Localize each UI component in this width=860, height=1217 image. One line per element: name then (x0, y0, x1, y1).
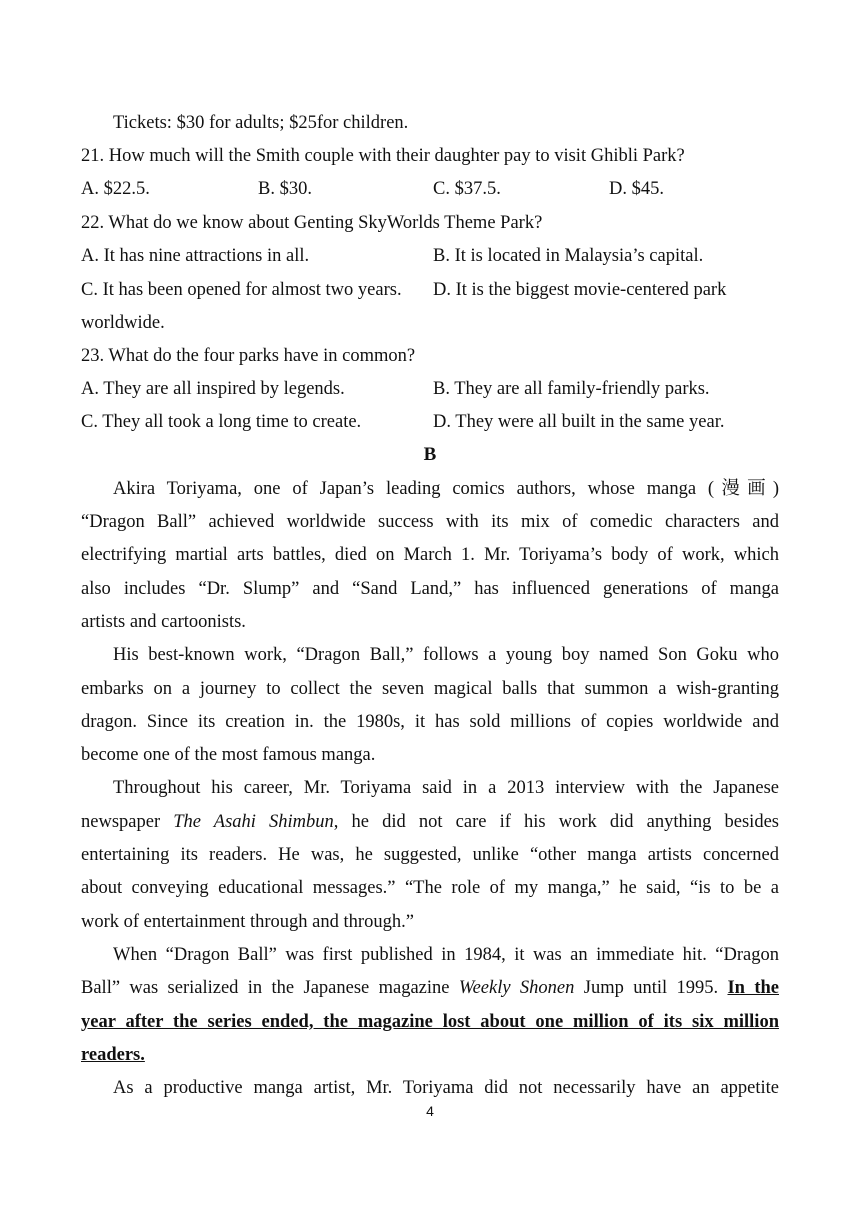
newspaper-title: The Asahi Shimbun (173, 812, 334, 832)
underlined-sentence: readers. (81, 1045, 145, 1065)
option-d: D. They were all built in the same year. (433, 412, 725, 432)
option-b: B. $30. (258, 179, 312, 199)
option-a: A. $22.5. (81, 179, 150, 199)
option-d: D. $45. (609, 179, 664, 199)
text-segment: , he did not care if his work did anything besides (333, 812, 779, 832)
paragraph-line: artists and cartoonists. (81, 612, 246, 632)
paragraph-line: When “Dragon Ball” was first published in 1984, it was an immediate hit. “Dragon (113, 945, 779, 965)
paragraph-line (81, 811, 779, 833)
paragraph-line: work of entertainment through and through.” (81, 912, 414, 932)
option-b: B. It is located in Malaysia’s capital. (433, 246, 704, 266)
paragraph-line: about conveying educational messages.” “The role of my manga,” he said, “is to be a (81, 878, 779, 898)
option-c: C. They all took a long time to create. (81, 412, 362, 432)
paragraph-line: Throughout his career, Mr. Toriyama said in a 2013 interview with the Japanese (113, 778, 779, 798)
page-number: 4 (426, 1103, 434, 1119)
magazine-title: Weekly Shonen (458, 978, 575, 998)
paragraph-line (81, 977, 779, 999)
option-a: A. They are all inspired by legends. (81, 379, 345, 399)
option-b: B. They are all family-friendly parks. (433, 379, 710, 399)
option-d-continued: worldwide. (81, 313, 165, 333)
question-stem: 21. How much will the Smith couple with their daughter pay to visit Ghibli Park? (81, 146, 685, 166)
question-stem: 22. What do we know about Genting SkyWorlds Theme Park? (81, 213, 543, 233)
paragraph-line: Akira Toriyama, one of Japan’s leading comics authors, whose manga (漫画) (113, 479, 779, 499)
option-a: A. It has nine attractions in all. (81, 246, 310, 266)
paragraph-line: dragon. Since its creation in. the 1980s, it has sold millions of copies worldwide and (81, 712, 779, 732)
underlined-sentence: In the (727, 978, 779, 998)
option-c: C. $37.5. (433, 179, 501, 199)
paragraph-line: electrifying martial arts battles, died on March 1. Mr. Toriyama’s body of work, which (81, 545, 779, 565)
text-segment: newspaper (81, 812, 174, 832)
question-stem: 23. What do the four parks have in common? (81, 346, 416, 366)
paragraph-line: His best-known work, “Dragon Ball,” follows a young boy named Son Goku who (113, 645, 779, 665)
option-d: D. It is the biggest movie-centered park (433, 280, 727, 300)
underlined-sentence: year after the series ended, the magazine lost about one million of its six million (81, 1012, 779, 1032)
paragraph-line (81, 1044, 779, 1066)
section-heading: B (423, 444, 437, 465)
text-segment: Ball” was serialized in the Japanese magazine (81, 978, 459, 998)
paragraph-line: entertaining its readers. He was, he suggested, unlike “other manga artists concerned (81, 845, 779, 865)
paragraph-line: also includes “Dr. Slump” and “Sand Land,” has influenced generations of manga (81, 579, 779, 599)
passage-paragraph-5: As a productive manga artist, Mr. Toriyama did not necessarily have an appetite (113, 1078, 779, 1098)
paragraph-line: embarks on a journey to collect the seven magical balls that summon a wish-granting (81, 679, 779, 699)
text-segment: Jump until 1995. (574, 978, 728, 998)
option-c: C. It has been opened for almost two years. (81, 280, 402, 300)
paragraph-line: “Dragon Ball” achieved worldwide success with its mix of comedic characters and (81, 512, 779, 532)
paragraph-line: become one of the most famous manga. (81, 745, 376, 765)
paragraph-line (81, 1011, 779, 1033)
tickets-line: Tickets: $30 for adults; $25for children. (113, 113, 409, 133)
